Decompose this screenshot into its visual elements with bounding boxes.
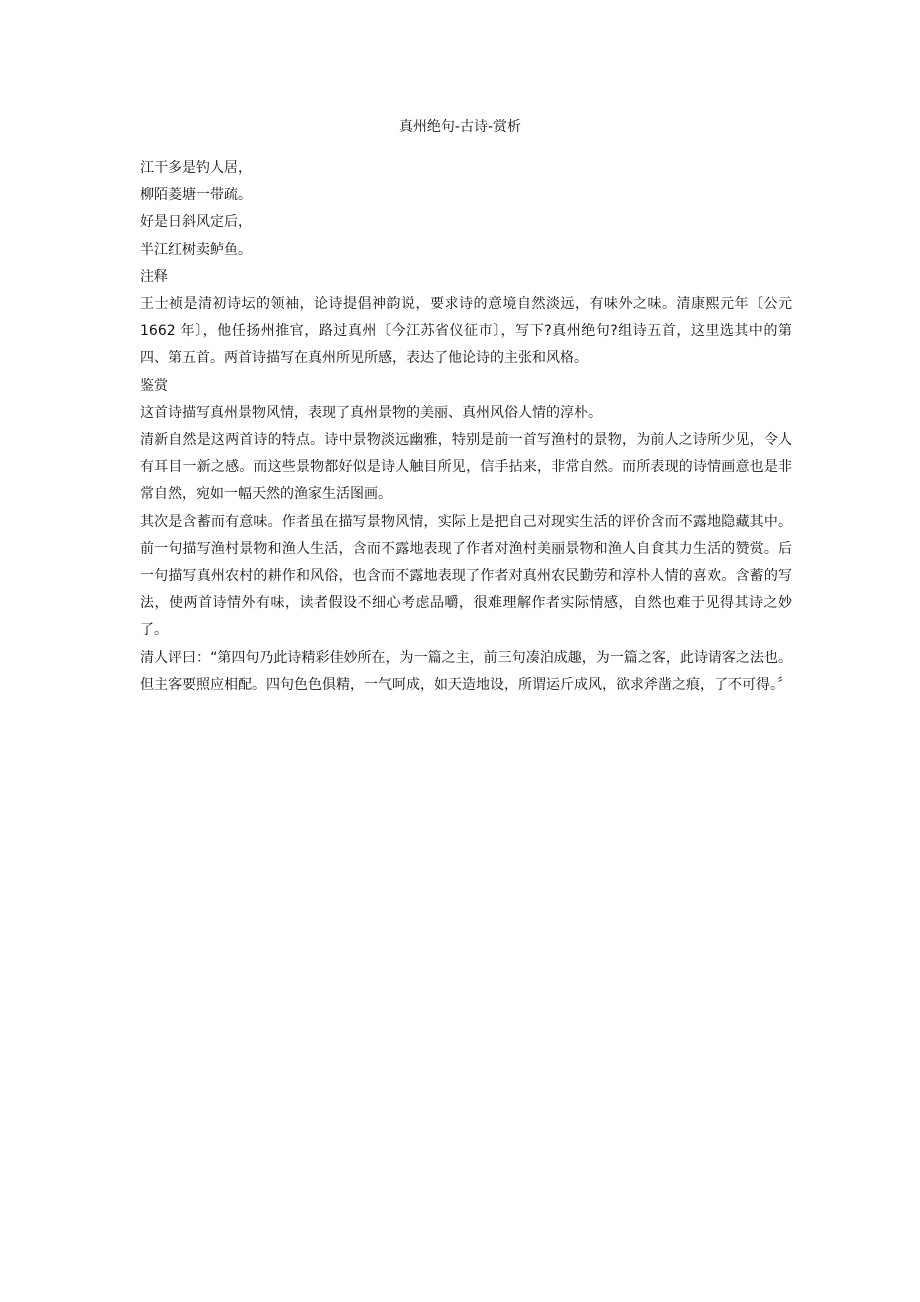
appreciation-paragraph: 清新自然是这两首诗的特点。诗中景物淡远幽雅，特别是前一首写渔村的景物，为前人之诗所少见，令人有耳目一新之感。而这些景物都好似是诗人触目所见，信手拈来，非常自然。而所表现的诗情画意也是非常自然，宛如一幅天然的渔家生活图画。 [140, 432, 792, 503]
appreciation-paragraph: 这首诗描写真州景物风情，表现了真州景物的美丽、真州风俗人情的淳朴。 [140, 404, 602, 421]
poem-line: 柳陌菱塘一带疏。 [140, 187, 252, 204]
appreciation-paragraph: 其次是含蓄而有意味。作者虽在描写景物风情，实际上是把自己对现实生活的评价含而不露地隐藏其中。前一句描写渔村景物和渔人生活，含而不露地表现了作者对渔村美丽景物和渔人自食其力生活的赞赏。后一句描写真州农村的耕作和风俗，也含而不露地表现了作者对真州农民勤劳和淳朴人情的喜欢。含蓄的写法，使两首诗情外有味，读者假设不细心考虑品嚼，很难理解作者实际情感，自然也难于见得其诗之妙了。 [140, 513, 792, 639]
poem-line: 半江红树卖鲈鱼。 [140, 241, 252, 258]
commentary-paragraph: 清人评曰：“第四句乃此诗精彩佳妙所在，为一篇之主，前三句凑泊成趣，为一篇之客，此诗请客之法也。但主客要照应相配。四句色色俱精，一气呵成，如天造地设，所谓运斤成风，欲求斧凿之痕，了不可得。〞 [140, 649, 792, 693]
appreciation-heading: 鉴赏 [140, 377, 168, 394]
document-title: 真州绝句-古诗-赏析 [398, 119, 522, 135]
poem [140, 155, 792, 264]
poem-line: 江干多是钓人居， [140, 160, 252, 176]
notes-heading: 注释 [140, 268, 168, 285]
document-body [140, 155, 792, 699]
notes-paragraph: 王士祯是清初诗坛的领袖，论诗提倡神韵说，要求诗的意境自然淡远，有味外之味。清康熙元年〔公元 1662 年〕，他任扬州推官，路过真州〔今江苏省仪征市〕，写下?真州绝句?组诗五首，这里选其中的第四、第五首。两首诗描写在真州所见所感，表达了他论诗的主张和风格。 [140, 296, 792, 367]
poem-line: 好是日斜风定后， [140, 214, 252, 231]
